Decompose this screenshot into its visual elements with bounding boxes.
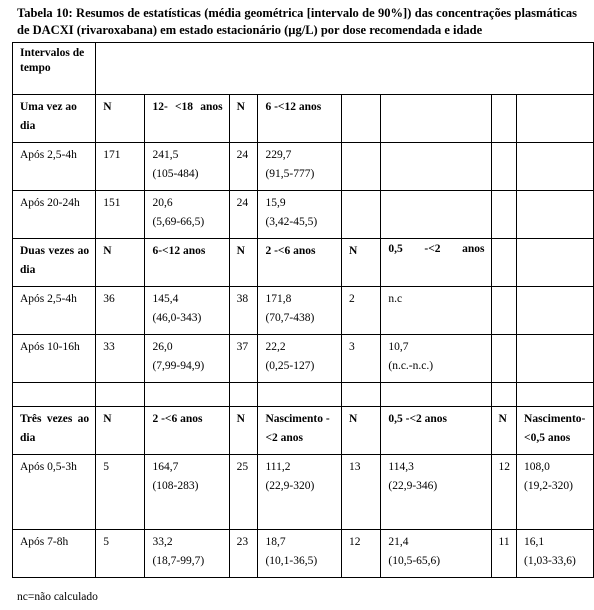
column-header: N [96, 407, 145, 455]
column-header: N [96, 239, 145, 287]
table-row [13, 335, 594, 383]
empty-cell [517, 143, 594, 191]
n-cell: 12 [341, 530, 380, 578]
table-row [13, 95, 594, 143]
n-cell: 38 [229, 287, 258, 335]
n-cell: 5 [96, 530, 145, 578]
empty-cell [381, 143, 491, 191]
geo-mean: 15,9 [265, 197, 286, 209]
interval: (10,5-65,6) [388, 555, 441, 567]
value-cell [517, 530, 594, 578]
geo-mean: 22,2 [265, 341, 286, 353]
table-row [13, 43, 594, 95]
empty-cell [517, 383, 594, 407]
interval: (22,9-346) [388, 480, 438, 492]
n-cell: 5 [96, 455, 145, 530]
empty-cell [381, 95, 491, 143]
empty-cell [491, 239, 517, 287]
empty-cell [491, 95, 517, 143]
value-cell [258, 191, 342, 239]
empty-cell [517, 335, 594, 383]
interval: (5,69-66,5) [152, 216, 205, 228]
empty-cell [491, 191, 517, 239]
n-cell: 12 [491, 455, 517, 530]
value-cell [145, 335, 229, 383]
column-header: 0,5 -<2 anos [381, 407, 491, 455]
n-cell: 25 [229, 455, 258, 530]
empty-cell [258, 383, 342, 407]
value-cell [258, 335, 342, 383]
geo-mean: 20,6 [152, 197, 173, 209]
time-cell: Após 7-8h [13, 530, 96, 578]
pk-table [12, 42, 594, 578]
time-cell: Após 0,5-3h [13, 455, 96, 530]
table-row [13, 407, 594, 455]
empty-cell [381, 191, 491, 239]
n-cell: 36 [96, 287, 145, 335]
table-caption: Tabela 10: Resumos de estatísticas (média geométrica [intervalo de 90%]) das concentrações plasmáticas de DACXI (rivaroxabana) em estado estacionário (µg/L) por dose recomendada e idade [17, 6, 577, 37]
age-group-label: 0,5 -<2 anos [388, 243, 485, 255]
geo-mean: 16,1 [524, 536, 545, 548]
empty-cell [96, 43, 594, 95]
dose-label: Uma vez ao dia [13, 95, 96, 143]
empty-cell [341, 95, 380, 143]
time-cell: Após 2,5-4h [13, 143, 96, 191]
geo-mean: 111,2 [265, 461, 291, 473]
empty-cell [491, 287, 517, 335]
geo-mean: 241,5 [152, 149, 179, 161]
column-header: 2 -<6 anos [258, 239, 342, 287]
geo-mean: 114,3 [388, 461, 414, 473]
time-cell: Após 2,5-4h [13, 287, 96, 335]
n-cell: 24 [229, 191, 258, 239]
n-cell: 23 [229, 530, 258, 578]
dose-label [13, 407, 96, 455]
column-header: N [341, 407, 380, 455]
time-cell: Após 20-24h [13, 191, 96, 239]
n-cell: 2 [341, 287, 380, 335]
n-cell: 11 [491, 530, 517, 578]
column-header: 2 -<6 anos [145, 407, 229, 455]
column-header: N [96, 95, 145, 143]
value-cell [145, 455, 229, 530]
n-cell: 33 [96, 335, 145, 383]
empty-cell [145, 383, 229, 407]
interval: (18,7-99,7) [152, 555, 205, 567]
empty-cell [341, 383, 380, 407]
empty-cell [491, 143, 517, 191]
empty-cell [96, 383, 145, 407]
geo-mean: 164,7 [152, 461, 179, 473]
table-row [13, 287, 594, 335]
empty-cell [517, 239, 594, 287]
column-header: N [341, 239, 380, 287]
interval: (1,03-33,6) [524, 555, 576, 567]
dose-label [13, 239, 96, 287]
value-cell [145, 191, 229, 239]
column-header: Nascimento -<2 anos [258, 407, 342, 455]
value-cell [258, 287, 342, 335]
geo-mean: 229,7 [265, 149, 292, 161]
interval: (n.c.-n.c.) [388, 360, 434, 372]
n-cell: 37 [229, 335, 258, 383]
empty-cell [517, 287, 594, 335]
age-group-label: 12- <18 anos [152, 101, 223, 113]
interval: (7,99-94,9) [152, 360, 205, 372]
value-cell [381, 335, 491, 383]
empty-cell [491, 335, 517, 383]
column-header [381, 239, 491, 287]
empty-cell [517, 191, 594, 239]
dose-label-text: Duas vezes ao dia [20, 245, 90, 276]
column-header: 6-<12 anos [145, 239, 229, 287]
empty-cell [341, 191, 380, 239]
value-cell [381, 287, 491, 335]
column-header: Nascimento-<0,5 anos [517, 407, 594, 455]
empty-cell [13, 383, 96, 407]
interval: (91,5-777) [265, 168, 315, 180]
table-row [13, 455, 594, 530]
geo-mean: n.c [388, 293, 403, 305]
column-header [145, 95, 229, 143]
n-cell: 171 [96, 143, 145, 191]
interval: (70,7-438) [265, 312, 315, 324]
geo-mean: 33,2 [152, 536, 173, 548]
table-row [13, 143, 594, 191]
value-cell [517, 455, 594, 530]
n-cell: 151 [96, 191, 145, 239]
n-cell: 13 [341, 455, 380, 530]
geo-mean: 145,4 [152, 293, 179, 305]
interval: (105-484) [152, 168, 199, 180]
footnote: nc=não calculado [17, 591, 98, 603]
interval: (3,42-45,5) [265, 216, 318, 228]
geo-mean: 171,8 [265, 293, 292, 305]
dose-label-text: Três vezes ao dia [20, 413, 90, 444]
n-cell: 24 [229, 143, 258, 191]
column-header: N [491, 407, 517, 455]
column-header: N [229, 95, 258, 143]
empty-cell [517, 95, 594, 143]
geo-mean: 108,0 [524, 461, 550, 473]
geo-mean: 10,7 [388, 341, 409, 353]
value-cell [381, 455, 491, 530]
interval: (10,1-36,5) [265, 555, 318, 567]
value-cell [145, 287, 229, 335]
time-cell: Após 10-16h [13, 335, 96, 383]
table-row [13, 383, 594, 407]
empty-cell [491, 383, 517, 407]
table-row [13, 191, 594, 239]
value-cell [258, 530, 342, 578]
interval: (19,2-320) [524, 480, 573, 492]
empty-cell [229, 383, 258, 407]
value-cell [258, 143, 342, 191]
column-header: N [229, 239, 258, 287]
interval: (108-283) [152, 480, 199, 492]
value-cell [258, 455, 342, 530]
column-header: N [229, 407, 258, 455]
geo-mean: 21,4 [388, 536, 409, 548]
intervals-header: Intervalos de tempo [13, 43, 96, 95]
table-row [13, 530, 594, 578]
interval: (46,0-343) [152, 312, 202, 324]
empty-cell [381, 383, 491, 407]
geo-mean: 18,7 [265, 536, 286, 548]
table-row [13, 239, 594, 287]
column-header: 6 -<12 anos [258, 95, 342, 143]
empty-cell [341, 143, 380, 191]
interval: (22,9-320) [265, 480, 315, 492]
value-cell [145, 530, 229, 578]
n-cell: 3 [341, 335, 380, 383]
interval: (0,25-127) [265, 360, 315, 372]
geo-mean: 26,0 [152, 341, 173, 353]
value-cell [381, 530, 491, 578]
value-cell [145, 143, 229, 191]
